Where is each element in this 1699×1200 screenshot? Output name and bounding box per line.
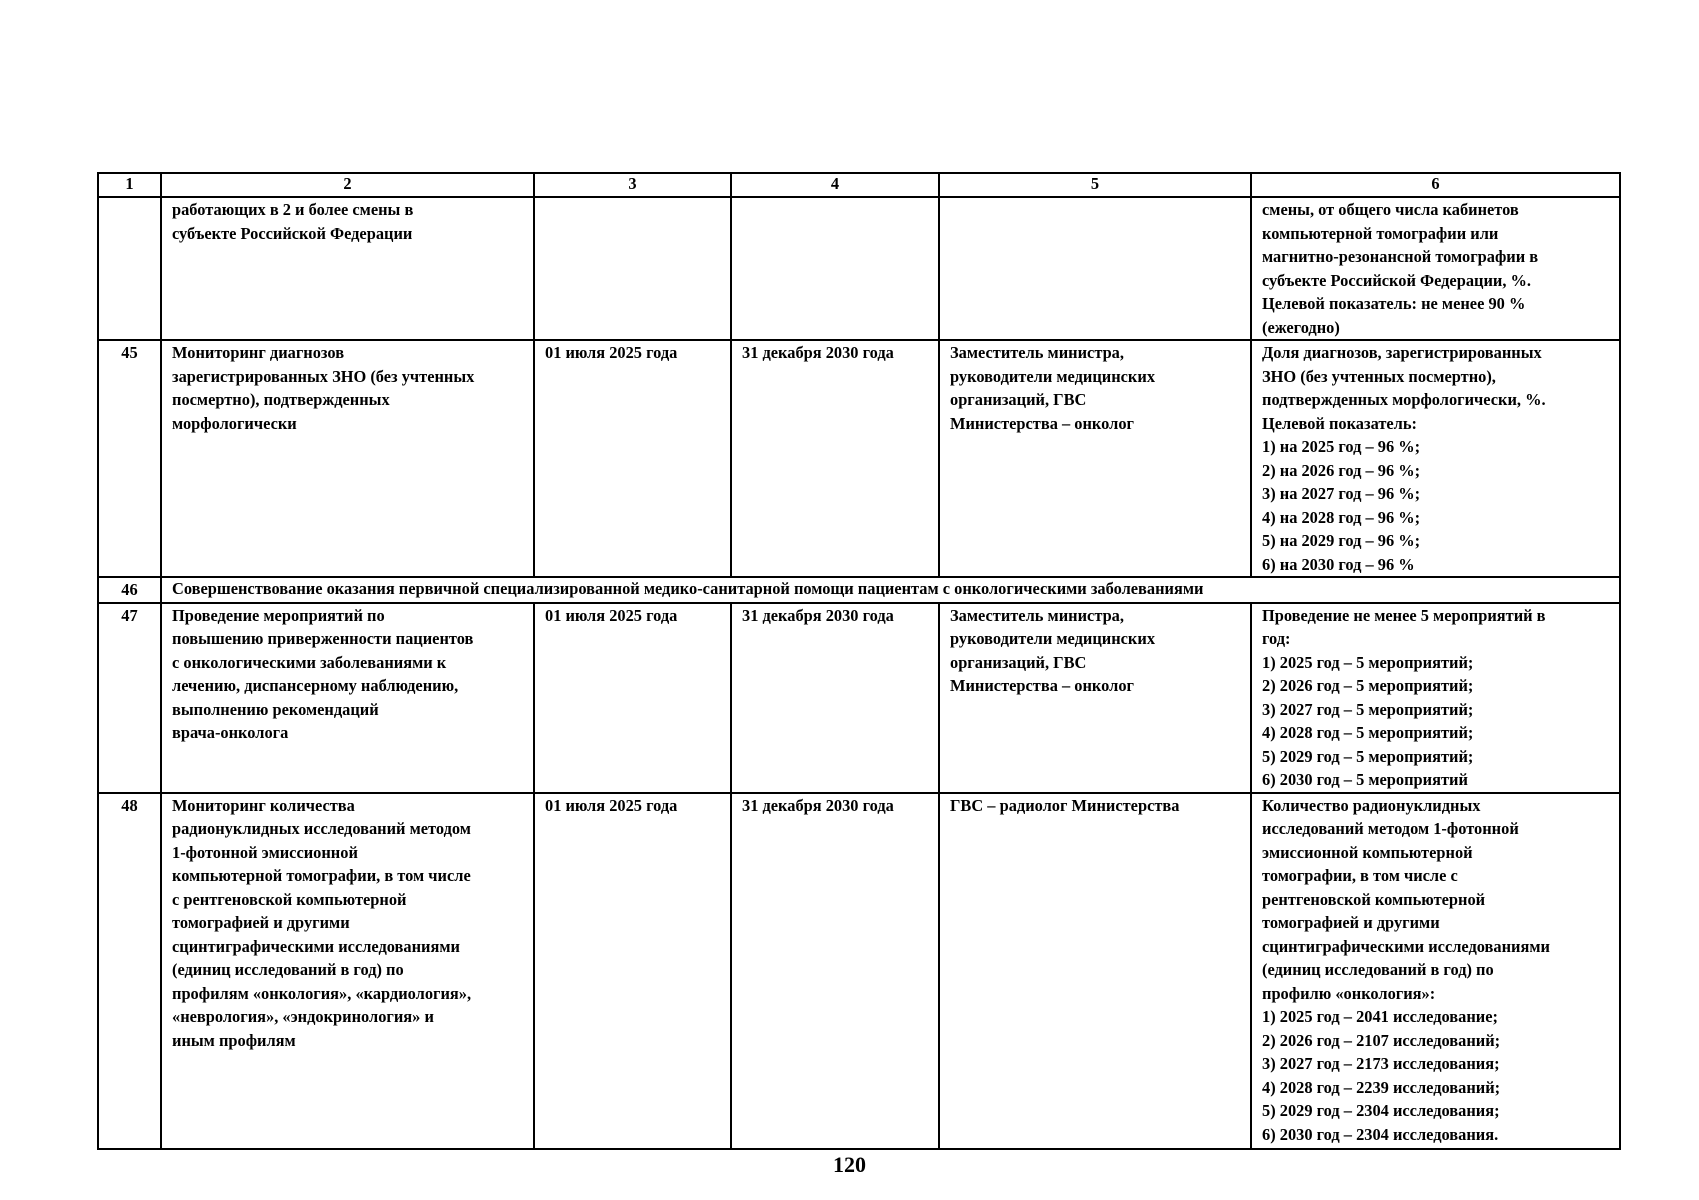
start-date-cell bbox=[534, 197, 731, 340]
start-date-cell: 01 июля 2025 года bbox=[534, 603, 731, 793]
end-date-cell: 31 декабря 2030 года bbox=[731, 603, 939, 793]
column-number-5: 5 bbox=[939, 173, 1251, 197]
event-description-cell: Мониторинг количества радионуклидных исследований методом 1-фотонной эмиссионной компьютерной томографии, в том числе с рентгеновской компьютерной томографией и другими сцинтиграфическими исследованиями (единиц исследований в год) по профилям «онкология», «кардиология», «неврология», «эндокринология» и иным профилям bbox=[161, 793, 534, 1149]
row-number-cell: 48 bbox=[98, 793, 161, 1149]
column-number-1: 1 bbox=[98, 173, 161, 197]
start-date-cell: 01 июля 2025 года bbox=[534, 340, 731, 577]
event-description-cell: Мониторинг диагнозов зарегистрированных ЗНО (без учтенных посмертно), подтвержденных морфологически bbox=[161, 340, 534, 577]
indicator-cell: Проведение не менее 5 мероприятий в год: 1) 2025 год – 5 мероприятий; 2) 2026 год – 5 мероприятий; 3) 2027 год – 5 мероприятий; 4) 2028 год – 5 мероприятий; 5) 2029 год – 5 мероприятий; 6) 2030 год – 5 мероприятий bbox=[1251, 603, 1620, 793]
page-number: 120 bbox=[833, 1152, 866, 1177]
indicator-cell: смены, от общего числа кабинетов компьютерной томографии или магнитно-резонансной томографии в субъекте Российской Федерации, %. Целевой показатель: не менее 90 % (ежегодно) bbox=[1251, 197, 1620, 340]
table-row-continuation bbox=[98, 197, 1620, 340]
event-description-cell: Проведение мероприятий по повышению приверженности пациентов с онкологическими заболеваниями к лечению, диспансерному наблюдению, выполнению рекомендаций врача-онколога bbox=[161, 603, 534, 793]
section-title-cell: Совершенствование оказания первичной специализированной медико-санитарной помощи пациентам с онкологическими заболеваниями bbox=[161, 577, 1620, 603]
table-row-45 bbox=[98, 340, 1620, 577]
table-row-46-section bbox=[98, 577, 1620, 603]
table-row-47 bbox=[98, 603, 1620, 793]
event-description-cell: работающих в 2 и более смены в субъекте Российской Федерации bbox=[161, 197, 534, 340]
column-number-3: 3 bbox=[534, 173, 731, 197]
column-number-4: 4 bbox=[731, 173, 939, 197]
end-date-cell bbox=[731, 197, 939, 340]
row-number-cell bbox=[98, 197, 161, 340]
row-number-cell: 47 bbox=[98, 603, 161, 793]
responsible-cell: Заместитель министра, руководители медицинских организаций, ГВС Министерства – онколог bbox=[939, 603, 1251, 793]
responsible-cell: Заместитель министра, руководители медицинских организаций, ГВС Министерства – онколог bbox=[939, 340, 1251, 577]
indicator-cell: Доля диагнозов, зарегистрированных ЗНО (без учтенных посмертно), подтвержденных морфологически, %. Целевой показатель: 1) на 2025 год – 96 %; 2) на 2026 год – 96 %; 3) на 2027 год – 96 %; 4) на 2028 год – 96 %; 5) на 2029 год – 96 %; 6) на 2030 год – 96 % bbox=[1251, 340, 1620, 577]
table-header-row bbox=[98, 173, 1620, 197]
table-row-48 bbox=[98, 793, 1620, 1149]
start-date-cell: 01 июля 2025 года bbox=[534, 793, 731, 1149]
indicator-cell: Количество радионуклидных исследований методом 1-фотонной эмиссионной компьютерной томографии, в том числе с рентгеновской компьютерной томографией и другими сцинтиграфическими исследованиями (единиц исследований в год) по профилю «онкология»: 1) 2025 год – 2041 исследование; 2) 2026 год – 2107 исследований; 3) 2027 год – 2173 исследования; 4) 2028 год – 2239 исследований; 5) 2029 год – 2304 исследования; 6) 2030 год – 2304 исследования. bbox=[1251, 793, 1620, 1149]
row-number-cell: 46 bbox=[98, 577, 161, 603]
column-number-6: 6 bbox=[1251, 173, 1620, 197]
responsible-cell bbox=[939, 197, 1251, 340]
row-number-cell: 45 bbox=[98, 340, 161, 577]
document-table bbox=[97, 172, 1621, 1150]
column-number-2: 2 bbox=[161, 173, 534, 197]
responsible-cell: ГВС – радиолог Министерства bbox=[939, 793, 1251, 1149]
end-date-cell: 31 декабря 2030 года bbox=[731, 340, 939, 577]
end-date-cell: 31 декабря 2030 года bbox=[731, 793, 939, 1149]
